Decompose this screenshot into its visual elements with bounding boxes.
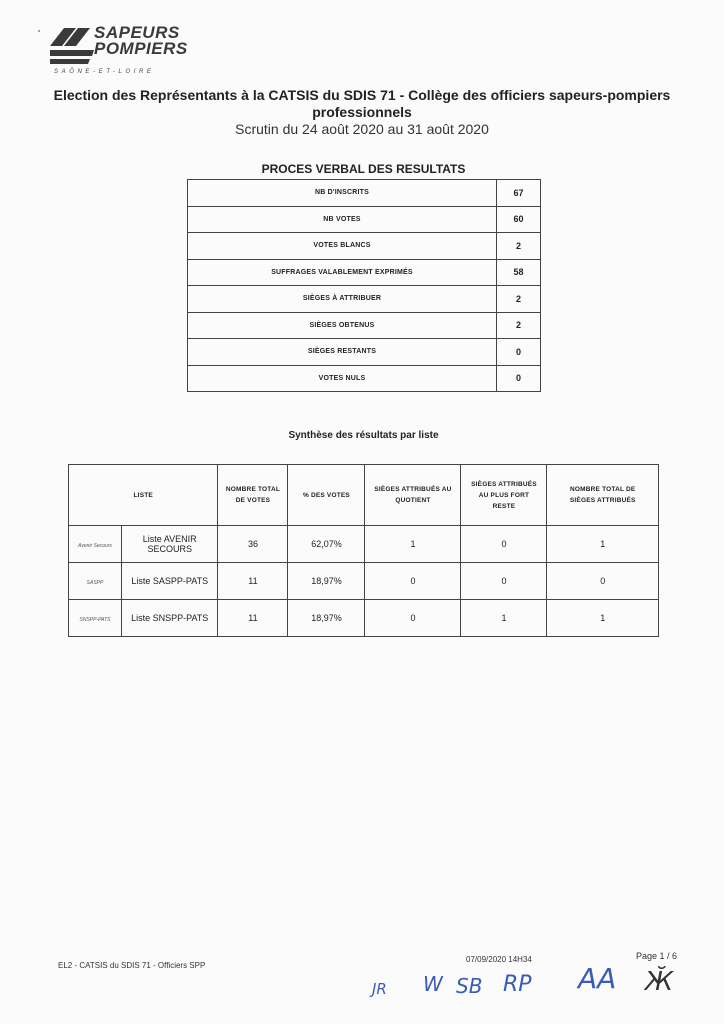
pv-label: VOTES NULS (188, 365, 497, 392)
pv-value: 2 (497, 312, 541, 339)
list-total: 1 (547, 526, 659, 563)
document-title: Election des Représentants à la CATSIS du SDIS 71 - Collège des officiers sapeurs-pompiers professionnels (53, 87, 671, 120)
handwritten-initials: RP (503, 972, 532, 997)
list-reste: 0 (461, 526, 547, 563)
list-quotient: 0 (365, 563, 461, 600)
list-pct: 18,97% (288, 563, 365, 600)
pv-label: SIÈGES OBTENUS (188, 312, 497, 339)
synthese-table (68, 464, 659, 637)
sdis-logo (50, 22, 188, 78)
col-pct: % DES VOTES (288, 465, 365, 526)
pv-value: 2 (497, 233, 541, 260)
handwritten-initials: AA (578, 962, 617, 995)
handwritten-initials: SB (456, 974, 483, 998)
col-liste: LISTE (69, 465, 218, 526)
list-logo-text: SASPP (86, 580, 104, 586)
pv-value: 60 (497, 206, 541, 233)
table-row (69, 600, 659, 637)
pv-label: SIÈGES À ATTRIBUER (188, 286, 497, 313)
pv-label: VOTES BLANCS (188, 233, 497, 260)
handwritten-initials: JR (372, 980, 387, 998)
list-name: Liste SNSPP-PATS (122, 600, 218, 637)
logo-line3: SAÔNE-ET-LOIRE (54, 69, 155, 75)
pv-label: NB VOTES (188, 206, 497, 233)
col-votes: NOMBRE TOTAL DE VOTES (218, 465, 288, 526)
list-votes: 11 (218, 563, 288, 600)
table-row (69, 563, 659, 600)
list-pct: 62,07% (288, 526, 365, 563)
pv-value: 67 (497, 180, 541, 207)
list-logo (69, 600, 122, 637)
table-row (69, 526, 659, 563)
list-total: 0 (547, 563, 659, 600)
list-votes: 11 (218, 600, 288, 637)
footer-page-number: Page 1 / 6 (636, 951, 678, 961)
list-logo-text: SNSPP-PATS (79, 617, 111, 623)
pv-row (188, 180, 541, 207)
pv-value: 0 (497, 339, 541, 366)
list-logo-text: Avenir Secours (78, 543, 112, 549)
pv-value: 58 (497, 259, 541, 286)
list-reste: 0 (461, 563, 547, 600)
footer-document-ref: EL2 - CATSIS du SDIS 71 - Officiers SPP (58, 961, 206, 970)
list-votes: 36 (218, 526, 288, 563)
pv-row (188, 259, 541, 286)
list-quotient: 1 (365, 526, 461, 563)
synthese-heading: Synthèse des résultats par liste (288, 430, 439, 441)
pv-label: SIÈGES RESTANTS (188, 339, 497, 366)
synthese-header-row (69, 465, 659, 526)
pv-row (188, 339, 541, 366)
list-name: Liste AVENIR SECOURS (122, 526, 218, 563)
col-total: NOMBRE TOTAL DE SIÈGES ATTRIBUÉS (547, 465, 659, 526)
handwritten-initials: Ӂ (645, 967, 674, 997)
pv-row (188, 233, 541, 260)
handwritten-initials: W (423, 972, 443, 996)
list-logo (69, 563, 122, 600)
pv-row (188, 365, 541, 392)
pv-value: 2 (497, 286, 541, 313)
list-reste: 1 (461, 600, 547, 637)
pv-value: 0 (497, 365, 541, 392)
pv-table (187, 179, 541, 392)
scan-speck (38, 30, 40, 32)
logo-line2: POMPIERS (94, 39, 188, 58)
logo-line1: SAPEURS (94, 23, 180, 42)
list-name: Liste SASPP-PATS (122, 563, 218, 600)
list-quotient: 0 (365, 600, 461, 637)
list-logo (69, 526, 122, 563)
pv-row (188, 286, 541, 313)
pv-label: SUFFRAGES VALABLEMENT EXPRIMÉS (188, 259, 497, 286)
logo-stripes-icon (50, 26, 94, 66)
col-reste: SIÈGES ATTRIBUÉS AU PLUS FORT RESTE (461, 465, 547, 526)
list-pct: 18,97% (288, 600, 365, 637)
footer-datetime: 07/09/2020 14H34 (466, 955, 532, 964)
pv-label: NB D'INSCRITS (188, 180, 497, 207)
pv-heading: PROCES VERBAL DES RESULTATS (261, 162, 466, 176)
pv-row (188, 206, 541, 233)
col-quotient: SIÈGES ATTRIBUÉS AU QUOTIENT (365, 465, 461, 526)
pv-row (188, 312, 541, 339)
list-total: 1 (547, 600, 659, 637)
document-subtitle: Scrutin du 24 août 2020 au 31 août 2020 (235, 121, 489, 137)
